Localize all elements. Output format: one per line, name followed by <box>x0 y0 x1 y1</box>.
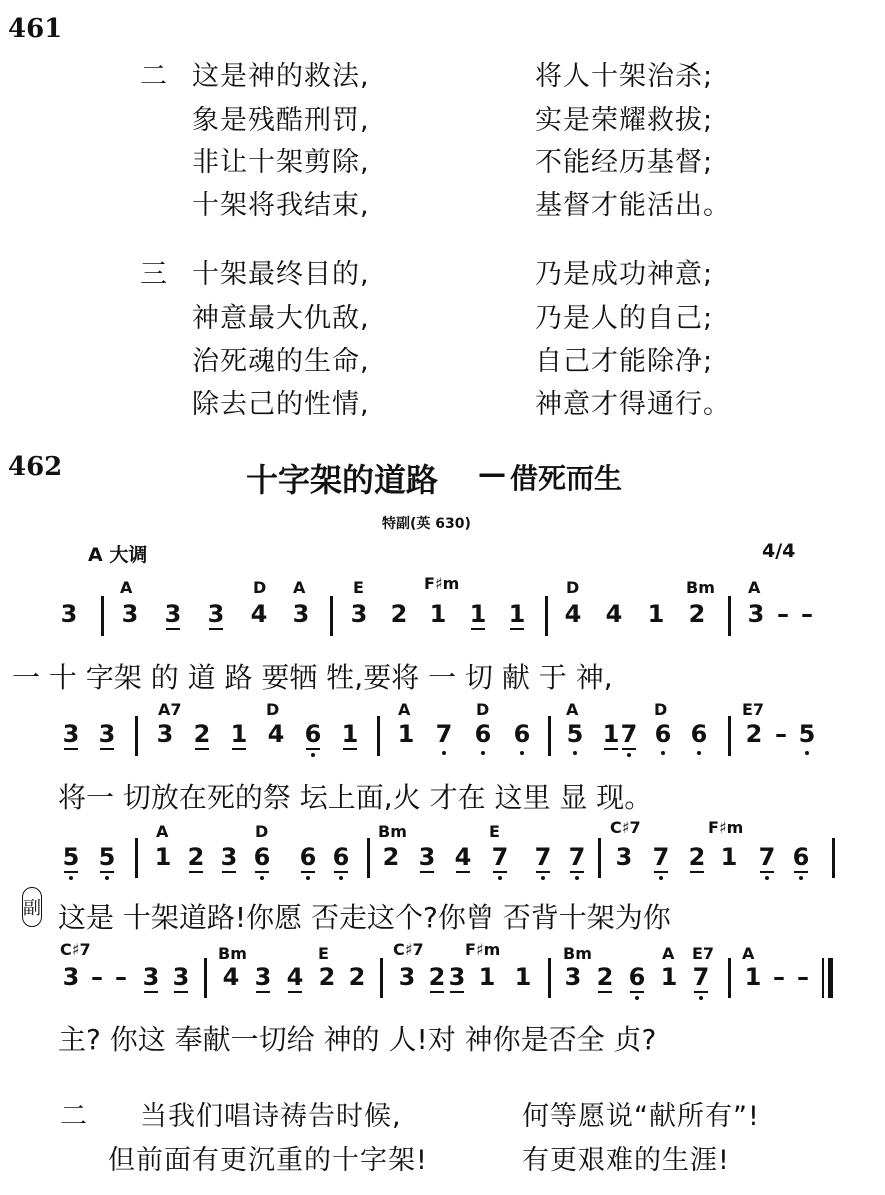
stanza-mark: 三 <box>140 259 168 290</box>
barline <box>101 596 104 636</box>
note: 2 <box>191 720 213 748</box>
time-signature: 4/4 <box>762 540 796 562</box>
note: 7 <box>532 843 554 871</box>
barline <box>135 838 138 878</box>
lyric-line: 这是 十架道路!你愿 否走这个?你曾 否背十架为你 <box>58 901 671 934</box>
note: 5 <box>798 720 816 748</box>
chord-symbol: A <box>398 700 411 719</box>
lyric-line: 何等愿说“献所有”! <box>522 1101 760 1132</box>
note-dash: – <box>797 963 809 991</box>
chord-symbol: A <box>748 578 761 597</box>
note: 3 <box>615 843 633 871</box>
chord-symbol: Bm <box>218 944 247 963</box>
note: 1 <box>744 963 762 991</box>
lyric-line: 一 十 字架 的 道 路 要牺 牲,要将 一 切 献 于 神, <box>12 661 613 694</box>
note: 1 <box>600 720 622 748</box>
lyric-line: 神意最大仇敌, <box>192 303 370 334</box>
note: 3 <box>416 843 438 871</box>
octave-dot <box>541 876 545 880</box>
chord-symbol: A7 <box>158 700 182 719</box>
note: 3 <box>60 720 82 748</box>
note: 1 <box>514 963 532 991</box>
note: 3 <box>156 720 174 748</box>
note: 1 <box>397 720 415 748</box>
octave-dot <box>69 876 73 880</box>
octave-dot <box>661 751 665 755</box>
octave-dot <box>105 876 109 880</box>
chord-symbol: E7 <box>742 700 765 719</box>
title-dash: — <box>478 457 506 490</box>
note: 6 <box>330 843 352 871</box>
note: 3 <box>162 600 184 628</box>
chord-symbol: D <box>654 700 668 719</box>
chord-symbol: Bm <box>563 944 592 963</box>
note-dash: – <box>115 963 127 991</box>
octave-dot <box>799 876 803 880</box>
note: 2 <box>348 963 366 991</box>
octave-dot <box>627 753 631 757</box>
note: 7 <box>618 720 640 748</box>
lyric-line: 当我们唱诗祷告时候, <box>140 1101 402 1132</box>
octave-dot <box>520 751 524 755</box>
barline <box>728 596 731 636</box>
note: 1 <box>154 843 172 871</box>
lyric-line: 治死魂的生命, <box>192 346 370 377</box>
barline <box>545 596 548 636</box>
hymn-category: 特副(英 630) <box>382 516 471 532</box>
final-barline-thin <box>822 958 824 998</box>
note: 2 <box>745 720 763 748</box>
octave-dot <box>573 751 577 755</box>
note: 2 <box>594 963 616 991</box>
chord-symbol: C♯7 <box>610 818 641 837</box>
note: 6 <box>790 843 812 871</box>
lyric-line: 有更艰难的生涯! <box>522 1145 730 1176</box>
note: 6 <box>297 843 319 871</box>
barline <box>204 958 207 998</box>
note: 3 <box>62 963 80 991</box>
note: 1 <box>720 843 738 871</box>
lyric-line: 自己才能除净; <box>535 346 714 377</box>
final-barline-thick <box>828 958 833 998</box>
note: 6 <box>513 720 531 748</box>
note: 4 <box>284 963 306 991</box>
note: 6 <box>474 720 492 748</box>
chord-symbol: D <box>266 700 280 719</box>
lyric-line: 十架将我结束, <box>192 190 370 221</box>
note: 4 <box>250 600 268 628</box>
lyric-line: 乃是人的自己; <box>535 303 714 334</box>
note: 4 <box>564 600 582 628</box>
note: 2 <box>426 963 448 991</box>
note: 1 <box>506 600 528 628</box>
note: 5 <box>60 843 82 871</box>
chord-symbol: F♯m <box>708 818 744 837</box>
lyric-line: 但前面有更沉重的十字架! <box>108 1145 428 1176</box>
note: 4 <box>267 720 285 748</box>
barline <box>548 958 551 998</box>
lyric-line: 将人十架治杀; <box>535 61 714 92</box>
key-signature: A 大调 <box>88 544 148 566</box>
note: 7 <box>756 843 778 871</box>
note: 1 <box>647 600 665 628</box>
chord-symbol: E7 <box>692 944 715 963</box>
note: 1 <box>660 963 678 991</box>
note: 2 <box>390 600 408 628</box>
chord-symbol: A <box>662 944 675 963</box>
chord-symbol: D <box>253 578 267 597</box>
note: 4 <box>222 963 240 991</box>
note: 3 <box>292 600 310 628</box>
barline <box>728 716 731 756</box>
note: 3 <box>218 843 240 871</box>
note: 3 <box>252 963 274 991</box>
note: 2 <box>382 843 400 871</box>
barline <box>377 716 380 756</box>
note-dash: – <box>773 963 785 991</box>
lyric-line: 基督才能活出。 <box>535 190 731 221</box>
octave-dot <box>575 876 579 880</box>
note: 6 <box>690 720 708 748</box>
note: 4 <box>605 600 623 628</box>
octave-dot <box>442 751 446 755</box>
barline <box>598 838 601 878</box>
chord-symbol: D <box>476 700 490 719</box>
barline <box>548 716 551 756</box>
chord-symbol: Bm <box>686 578 715 597</box>
note: 1 <box>478 963 496 991</box>
note: 2 <box>185 843 207 871</box>
barline <box>135 716 138 756</box>
chord-symbol: F♯m <box>424 574 460 593</box>
octave-dot <box>635 996 639 1000</box>
octave-dot <box>260 876 264 880</box>
chord-symbol: C♯7 <box>60 940 91 959</box>
octave-dot <box>805 751 809 755</box>
note: 7 <box>566 843 588 871</box>
note: 6 <box>302 720 324 748</box>
chord-symbol: Bm <box>378 822 407 841</box>
note-dash: – <box>91 963 103 991</box>
note: 1 <box>429 600 447 628</box>
note: 2 <box>686 843 708 871</box>
note: 3 <box>350 600 368 628</box>
note: 5 <box>566 720 584 748</box>
lyric-line: 乃是成功神意; <box>535 259 714 290</box>
lyric-line: 不能经历基督; <box>535 147 714 178</box>
note: 3 <box>747 600 765 628</box>
octave-dot <box>306 876 310 880</box>
lyric-line: 将一 切放在死的祭 坛上面,火 才在 这里 显 现。 <box>58 781 653 814</box>
note: 2 <box>688 600 706 628</box>
chord-symbol: D <box>255 822 269 841</box>
octave-dot <box>659 876 663 880</box>
lyric-line: 除去己的性情, <box>192 389 370 420</box>
hymn-number: 462 <box>8 452 63 482</box>
barline <box>832 838 835 878</box>
stanza-mark: 二 <box>60 1101 88 1132</box>
note: 3 <box>121 600 139 628</box>
note-dash: – <box>775 720 787 748</box>
chord-symbol: A <box>742 944 755 963</box>
note: 7 <box>690 963 712 991</box>
note: 3 <box>564 963 582 991</box>
note: 3 <box>96 720 118 748</box>
note: 3 <box>205 600 227 628</box>
barline <box>380 958 383 998</box>
note: 1 <box>339 720 361 748</box>
octave-dot <box>339 876 343 880</box>
octave-dot <box>481 751 485 755</box>
note: 7 <box>489 843 511 871</box>
note: 3 <box>446 963 468 991</box>
note: 6 <box>626 963 648 991</box>
note: 4 <box>452 843 474 871</box>
note: 3 <box>140 963 162 991</box>
barline <box>330 596 333 636</box>
note: 1 <box>467 600 489 628</box>
hymn-subtitle: 借死而生 <box>510 462 623 495</box>
octave-dot <box>765 876 769 880</box>
note: 3 <box>170 963 192 991</box>
chord-symbol: A <box>566 700 579 719</box>
octave-dot <box>311 753 315 757</box>
octave-dot <box>498 876 502 880</box>
chord-symbol: E <box>353 578 364 597</box>
chord-symbol: D <box>566 578 580 597</box>
lyric-line: 神意才得通行。 <box>535 389 731 420</box>
lyric-line: 非让十架剪除, <box>192 147 370 178</box>
note: 7 <box>650 843 672 871</box>
note: 1 <box>228 720 250 748</box>
chord-symbol: F♯m <box>465 940 501 959</box>
note: 3 <box>60 600 78 628</box>
note: 2 <box>318 963 336 991</box>
note: 7 <box>435 720 453 748</box>
note-dash: – <box>801 600 813 628</box>
barline <box>728 958 731 998</box>
stanza-mark: 二 <box>140 61 168 92</box>
note: 6 <box>654 720 672 748</box>
chord-symbol: A <box>293 578 306 597</box>
refrain-label: 副 <box>22 887 42 927</box>
octave-dot <box>697 751 701 755</box>
lyric-line: 这是神的救法, <box>192 61 370 92</box>
hymn-number: 461 <box>8 14 63 44</box>
note: 6 <box>251 843 273 871</box>
lyric-line: 主? 你这 奉献一切给 神的 人!对 神你是否全 贞? <box>58 1023 657 1056</box>
note: 3 <box>398 963 416 991</box>
chord-symbol: A <box>120 578 133 597</box>
note-dash: – <box>777 600 789 628</box>
chord-symbol: E <box>318 944 329 963</box>
hymn-title: 十字架的道路 <box>246 461 439 499</box>
barline <box>367 838 370 878</box>
chord-symbol: A <box>156 822 169 841</box>
octave-dot <box>699 996 703 1000</box>
refrain-mark <box>22 887 42 927</box>
lyric-line: 实是荣耀救拔; <box>535 105 714 136</box>
note: 5 <box>96 843 118 871</box>
chord-symbol: C♯7 <box>393 940 424 959</box>
lyric-line: 象是残酷刑罚, <box>192 105 370 136</box>
chord-symbol: E <box>489 822 500 841</box>
lyric-line: 十架最终目的, <box>192 259 370 290</box>
